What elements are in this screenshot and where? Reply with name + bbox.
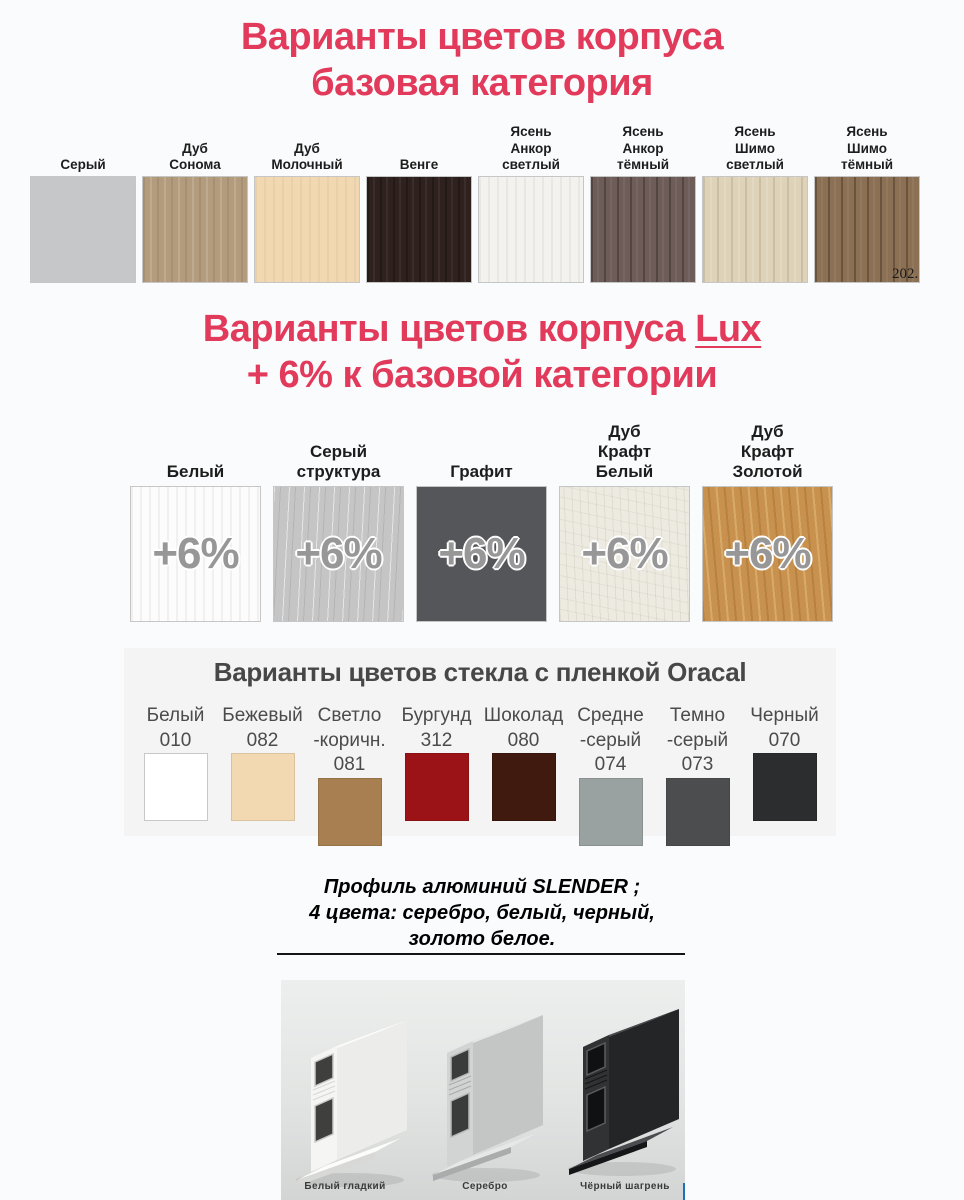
profile-drawing	[295, 1002, 410, 1192]
color-swatch	[753, 753, 817, 821]
swatch-column	[741, 697, 828, 846]
color-swatch	[590, 176, 696, 283]
swatch-column	[654, 697, 741, 846]
swatch-label: Белый	[166, 461, 225, 481]
surcharge-badge: +6%	[438, 529, 525, 578]
color-swatch	[579, 778, 643, 846]
surcharge-badge: +6%	[724, 529, 811, 578]
surcharge-badge: +6%	[295, 529, 382, 578]
swatch-label: Дуб Сонома	[169, 140, 221, 172]
swatch-column	[559, 420, 690, 622]
base-title-line2: базовая категория	[311, 62, 653, 105]
watermark-text: 202.	[892, 266, 919, 282]
swatch-label: Шоколад 080	[483, 705, 564, 751]
surcharge-badge: +6%	[152, 529, 239, 578]
swatch-label: Черный 070	[750, 705, 819, 751]
swatch-label: Ясень Анкор светлый	[502, 124, 560, 172]
base-title-line1: Варианты цветов корпуса	[240, 16, 724, 58]
aluminium-profile-image	[295, 1002, 410, 1192]
base-section-title	[0, 14, 964, 107]
color-swatch	[366, 176, 472, 283]
swatch-column	[702, 124, 808, 283]
swatch-label: Светло -коричн. 081	[313, 705, 386, 776]
base-swatch-row	[30, 124, 920, 283]
lux-title-line2: + 6% к базовой категории	[246, 354, 718, 397]
swatch-label: Дуб Крафт Белый	[595, 421, 654, 481]
swatch-label: Темно -серый 073	[666, 705, 729, 776]
swatch-label: Дуб Крафт Золотой	[732, 421, 803, 481]
lux-title-prefix: Варианты цветов корпуса	[202, 308, 696, 350]
swatch-column	[142, 124, 248, 283]
lux-section-title	[0, 306, 964, 399]
color-swatch	[30, 176, 136, 283]
swatch-label: Ясень Анкор тёмный	[616, 124, 670, 172]
color-swatch	[144, 753, 208, 821]
swatch-column	[366, 124, 472, 283]
swatch-column	[30, 124, 136, 283]
divider-line	[277, 953, 685, 955]
swatch-label: Средне -серый 074	[577, 705, 644, 776]
profile-label: Белый гладкий	[304, 1181, 386, 1192]
swatch-column	[702, 420, 833, 622]
oracal-title: Варианты цветов стекла с пленкой Oracal	[213, 657, 747, 687]
color-swatch	[702, 176, 808, 283]
swatch-column	[130, 420, 261, 622]
swatch-column	[590, 124, 696, 283]
color-swatch	[405, 753, 469, 821]
aluminium-profile-image	[431, 997, 546, 1187]
swatch-label: Венге	[399, 156, 439, 172]
aluminium-profile-image	[567, 991, 682, 1181]
color-swatch	[254, 176, 360, 283]
profile-text-line2: 4 цвета: серебро, белый, черный,	[309, 902, 655, 924]
profile-label: Серебро	[462, 1181, 508, 1192]
swatch-column	[814, 124, 920, 283]
color-swatch	[666, 778, 730, 846]
lux-swatch-row	[130, 420, 836, 622]
swatch-label: Белый 010	[146, 705, 205, 751]
oracal-panel	[124, 648, 836, 836]
oracal-swatch-row	[124, 697, 836, 846]
swatch-label: Бургунд 312	[401, 705, 472, 751]
swatch-column	[132, 697, 219, 846]
color-swatch	[273, 486, 404, 622]
color-swatch	[142, 176, 248, 283]
swatch-column	[254, 124, 360, 283]
swatch-column	[393, 697, 480, 846]
swatch-column	[273, 420, 404, 622]
swatch-column	[478, 124, 584, 283]
color-swatch	[416, 486, 547, 622]
surcharge-badge: +6%	[581, 529, 668, 578]
color-swatch	[478, 176, 584, 283]
profile-photo	[281, 980, 685, 1200]
color-swatch	[231, 753, 295, 821]
swatch-column	[480, 697, 567, 846]
color-swatch	[702, 486, 833, 622]
swatch-label: Дуб Молочный	[271, 140, 343, 172]
color-swatch	[318, 778, 382, 846]
profile-text-line3: золото белое.	[408, 928, 556, 950]
swatch-label: Серый структура	[296, 441, 381, 481]
swatch-label: Ясень Шимо тёмный	[840, 124, 894, 172]
profile-label: Чёрный шагрень	[580, 1181, 670, 1192]
swatch-column	[306, 697, 393, 846]
profile-drawing	[567, 991, 682, 1181]
swatch-label: Ясень Шимо светлый	[726, 124, 784, 172]
profile-text-line1: Профиль алюминий SLENDER ;	[323, 876, 641, 898]
swatch-label: Графит	[450, 461, 513, 481]
color-swatch	[559, 486, 690, 622]
color-swatch	[492, 753, 556, 821]
swatch-column	[416, 420, 547, 622]
accent-line	[683, 1183, 685, 1200]
profile-description	[0, 874, 964, 952]
swatch-column	[219, 697, 306, 846]
swatch-label: Серый	[60, 156, 106, 172]
profile-drawing	[431, 997, 546, 1187]
swatch-label: Бежевый 082	[222, 705, 303, 751]
swatch-column	[567, 697, 654, 846]
color-swatch	[130, 486, 261, 622]
lux-title-underlined: Lux	[695, 308, 762, 350]
